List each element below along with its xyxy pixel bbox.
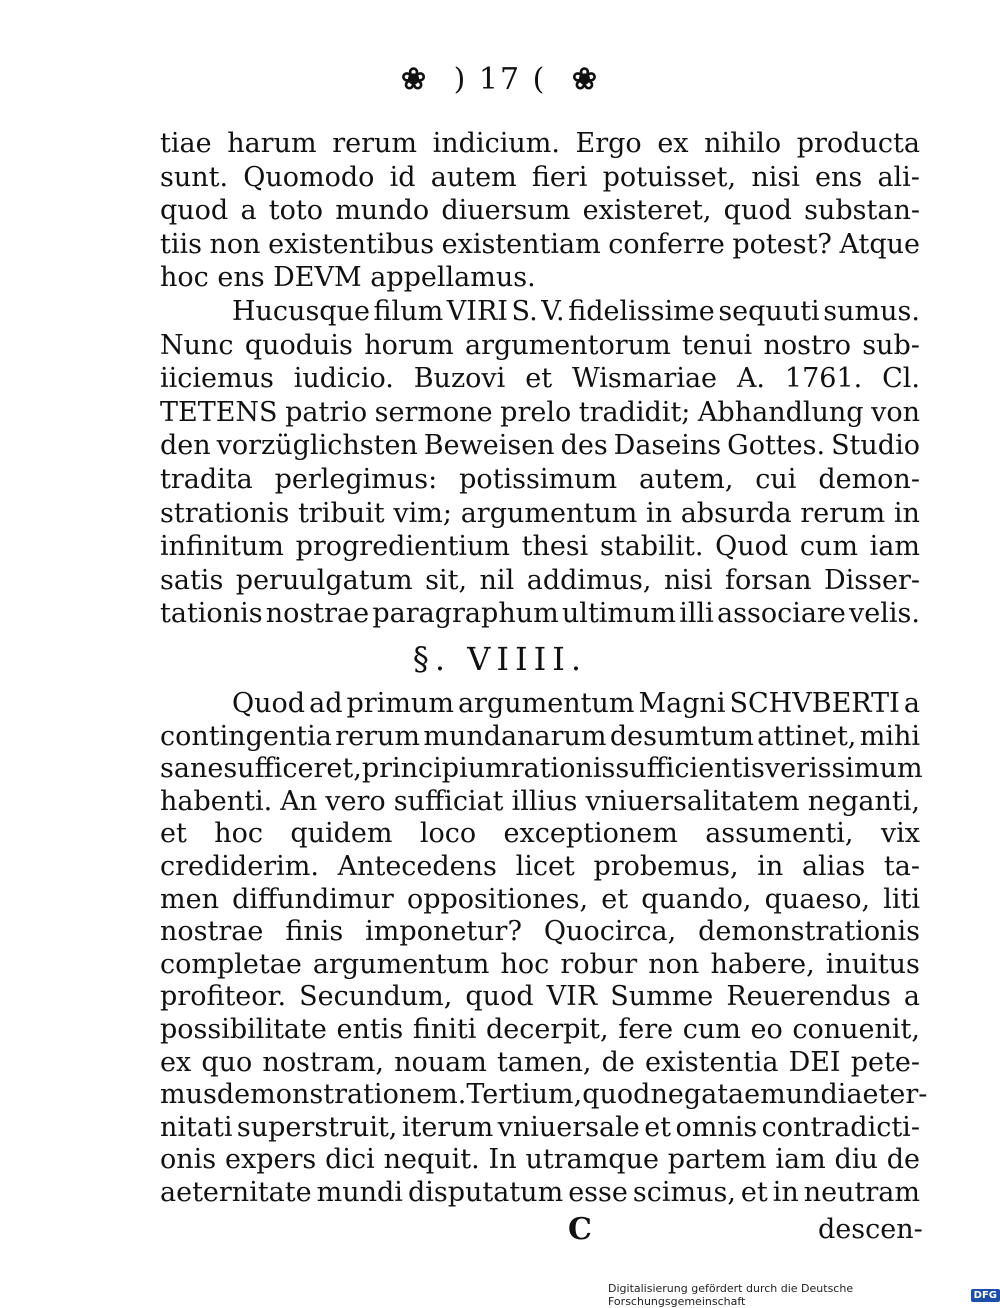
text-line [160, 916, 920, 948]
word: tribuit [298, 497, 385, 529]
word: Quomodo [243, 161, 375, 193]
text-line [160, 949, 920, 981]
word: satis [160, 564, 224, 596]
word: patrio [285, 396, 368, 428]
word: attinet, [757, 720, 857, 752]
word: addimus, [526, 564, 652, 596]
word: profiteor. [160, 981, 287, 1013]
word: vero [325, 785, 386, 817]
word: argumentorum [465, 329, 671, 361]
word: quod [465, 981, 534, 1013]
catchword: descen- [818, 1214, 923, 1245]
word: mundo [335, 195, 430, 227]
word: Disser- [823, 564, 920, 596]
word: prelo [500, 396, 572, 428]
word: iam [775, 1144, 826, 1176]
word: iam [869, 531, 920, 563]
word: in [645, 497, 672, 529]
word: de [601, 1046, 635, 1078]
text-line [160, 786, 920, 818]
word: diu [834, 1144, 878, 1176]
word: demonstrationis [698, 916, 920, 948]
text-line [160, 128, 920, 160]
word: cum [682, 1014, 741, 1045]
text-line [160, 1177, 920, 1209]
word: iudicio. [293, 363, 394, 395]
word: conferre [608, 228, 725, 260]
word: mundanarum [423, 720, 607, 752]
word: VIR [546, 981, 598, 1013]
running-head [0, 62, 1000, 97]
word: et [525, 363, 553, 395]
word: Cl. [882, 363, 920, 395]
word: in [772, 1177, 799, 1208]
word: assumenti, [705, 818, 854, 850]
word: diuersum [441, 195, 571, 227]
word: tationis [160, 598, 263, 630]
text-line [160, 430, 920, 462]
text-line [160, 818, 920, 850]
word: quod [723, 195, 792, 227]
word: forsan [724, 564, 812, 596]
word: finiti [412, 1014, 477, 1045]
word: non [648, 948, 700, 980]
word: argumentum [460, 497, 638, 529]
word: aeternitate [160, 1177, 312, 1208]
text-line [232, 688, 920, 720]
word: mus [160, 1079, 217, 1111]
word: horum [364, 329, 454, 361]
word: existentia [644, 1046, 779, 1078]
word: quando, [641, 883, 752, 915]
word: potissimum [459, 464, 618, 495]
word: crediderim. [160, 851, 319, 882]
word: conuenit, [792, 1014, 920, 1045]
word: 1761. [784, 363, 863, 395]
word: disputatum [407, 1177, 564, 1208]
text-line [160, 498, 920, 530]
word: Abhandlung [697, 396, 864, 428]
word: V. [541, 296, 565, 327]
word: paragraphum [372, 598, 559, 630]
word: rerum [800, 497, 886, 529]
word: nequit. [383, 1144, 480, 1176]
word: imponetur? [365, 916, 522, 948]
word: In [488, 1144, 517, 1176]
word: toto [268, 195, 323, 227]
text-line [160, 397, 920, 429]
word: nitati [160, 1111, 233, 1143]
word: harum [227, 128, 317, 159]
word: vim; [393, 497, 452, 529]
word: quoduis [244, 329, 353, 361]
word: possibilitate [160, 1014, 327, 1045]
word: nihilo [704, 128, 782, 159]
word: fieri [531, 161, 588, 193]
word: ali- [877, 161, 920, 193]
word: existentibus [268, 228, 435, 260]
word: sermone [374, 396, 493, 428]
word: licet [515, 851, 575, 882]
digitization-footer [608, 1282, 1000, 1308]
word: quo [201, 1046, 253, 1078]
word: autem [430, 161, 517, 193]
word: omnis [675, 1111, 758, 1143]
word: de [886, 1144, 920, 1176]
word: esse [568, 1177, 628, 1208]
text-line [160, 981, 920, 1013]
word: eo [750, 1014, 783, 1045]
word: rerum [335, 720, 421, 752]
word: TETENS [160, 396, 278, 428]
text-line [160, 565, 920, 597]
word: thesi [521, 531, 589, 563]
word: rationis [510, 753, 616, 785]
word: iterum [401, 1111, 494, 1143]
word: dici [325, 1144, 375, 1176]
word: indicium. [432, 128, 560, 159]
word: Buzovi [413, 363, 506, 395]
word: utramque [525, 1144, 659, 1176]
word: VIRI [446, 296, 508, 327]
word: ad [309, 688, 343, 719]
section-heading: §. VIIII. [412, 640, 588, 678]
word: sumus. [823, 296, 920, 327]
word: rerum [332, 128, 417, 159]
word: sub- [862, 329, 920, 361]
text-line [160, 753, 923, 785]
word: nostrae [160, 916, 264, 948]
word: ex [657, 128, 689, 159]
text-line [160, 229, 920, 261]
text-line [160, 721, 920, 753]
word: progredientium [295, 531, 510, 563]
word: Gottes. [727, 430, 826, 462]
word: sufficeret, [223, 753, 362, 785]
word: hoc [500, 948, 550, 980]
word: illi [679, 598, 714, 630]
word: a [240, 195, 257, 227]
word: ex [160, 1046, 192, 1078]
word: desumtum [609, 720, 754, 752]
word: pete- [850, 1046, 920, 1078]
word: nisi [663, 564, 713, 596]
word: contingentia [160, 720, 332, 752]
word: potuisset, [602, 161, 737, 193]
word: illius [511, 785, 578, 817]
word: nostram, [262, 1046, 384, 1078]
word: nil [479, 564, 515, 596]
text-line [160, 1144, 920, 1176]
text-line [160, 1079, 928, 1111]
text-line [160, 330, 920, 362]
word: SCHVBERTI [729, 688, 900, 719]
word: des [560, 430, 608, 462]
word: partem [667, 1144, 767, 1176]
word: neganti, [807, 785, 920, 817]
text-line [160, 1014, 920, 1046]
word: habenti. [160, 785, 273, 817]
word: tamen, [496, 1046, 592, 1078]
word: finis [285, 916, 344, 948]
word: absurda [680, 497, 792, 529]
text-line [160, 884, 920, 916]
word: men [160, 883, 219, 915]
word: onis [160, 1144, 217, 1176]
word: DEI [788, 1046, 841, 1078]
word: Quod [715, 531, 789, 563]
word: a [903, 981, 920, 1013]
word: potest? [732, 228, 832, 260]
word: infinitum [160, 531, 284, 563]
text-line [160, 598, 920, 630]
word: expers [224, 1144, 317, 1176]
word: quaeso, [764, 883, 871, 915]
word: primum [346, 688, 454, 719]
word: quidem [290, 818, 393, 850]
word: tradidit; [578, 396, 691, 428]
word: Quocirca, [543, 916, 677, 948]
word: mundi [760, 1079, 847, 1111]
word: Summe [610, 981, 714, 1013]
word: robur [560, 948, 638, 980]
word: habere, [710, 948, 815, 980]
word: loco [419, 818, 477, 850]
word: tiae [160, 128, 212, 159]
word: stabilit. [599, 531, 704, 563]
text-line [160, 1112, 920, 1144]
text-line [160, 162, 920, 194]
word: cui [755, 464, 797, 495]
word: quod [160, 195, 229, 227]
word: probemus, [593, 851, 739, 882]
word: Nunc [160, 329, 234, 361]
word: quod [582, 1079, 651, 1111]
word: negatae [650, 1079, 761, 1111]
page-number: ) 17 ( [453, 62, 547, 97]
word: sequuti [718, 296, 820, 327]
word: liti [883, 883, 920, 915]
word: Beweisen [423, 430, 555, 462]
word: substan- [804, 195, 920, 227]
word: a [903, 688, 920, 719]
word: sit, [425, 564, 468, 596]
word: An [280, 785, 318, 817]
word: ens [815, 161, 863, 193]
word: neutram [803, 1177, 920, 1208]
word: demonstrationem. [216, 1079, 467, 1111]
word: exceptionem [503, 818, 678, 850]
text-line [160, 1047, 920, 1079]
text-line [160, 464, 920, 496]
word: fidelissime [568, 296, 715, 327]
dfg-logo: DFG [971, 1289, 1000, 1302]
word: tradita [160, 464, 253, 495]
word: Studio [831, 430, 920, 462]
word: oppositiones, [406, 883, 589, 915]
word: superstruit, [236, 1111, 398, 1143]
word: cum [799, 531, 858, 563]
left-ornament-icon: ❀ [400, 62, 429, 97]
word: Quod [232, 688, 306, 719]
word: filum [373, 296, 444, 327]
footer-text: Digitalisierung gefördert durch die Deutsche Forschungsgemeinschaft [608, 1282, 854, 1308]
word: in [893, 497, 920, 529]
word: scimus, [632, 1177, 736, 1208]
word: nouam [394, 1046, 487, 1078]
word: associare [717, 598, 846, 630]
word: Reuerendus [726, 981, 891, 1013]
word: nostrae [265, 598, 370, 630]
word: tenui [681, 329, 753, 361]
word: existentiam [441, 228, 601, 260]
word: Wismariae [571, 363, 718, 395]
right-ornament-icon: ❀ [571, 62, 600, 97]
word: contradicti- [761, 1111, 920, 1143]
word: ultimum [561, 598, 677, 630]
word: peruulgatum [235, 564, 413, 596]
text-line [160, 363, 920, 395]
word: nisi [751, 161, 800, 193]
word: Ergo [575, 128, 642, 159]
word: verissimum [764, 753, 923, 785]
word: aeter- [846, 1079, 928, 1111]
word: hoc [214, 818, 263, 850]
word: Hucusque [232, 296, 370, 327]
word: sufficientis [615, 753, 765, 785]
word: entis [336, 1014, 404, 1045]
word: ta- [883, 851, 920, 882]
text-line [232, 296, 920, 328]
word: vniuersale [497, 1111, 640, 1143]
word: fere [618, 1014, 674, 1045]
word: Secundum, [299, 981, 453, 1013]
word: A. [736, 363, 766, 395]
word: non [209, 228, 261, 260]
word: alias [801, 851, 866, 882]
text-line: hoc ens DEVM appellamus. [160, 262, 536, 294]
word: mihi [859, 720, 920, 752]
word: perlegimus: [274, 464, 438, 495]
word: et [601, 883, 629, 915]
word: sunt. [160, 161, 229, 193]
word: von [871, 396, 920, 428]
word: et [644, 1111, 672, 1143]
word: velis. [849, 598, 920, 630]
word: nostro [763, 329, 851, 361]
word: demon- [818, 464, 920, 495]
word: in [757, 851, 784, 882]
word: inuitus [825, 948, 920, 980]
word: principium [361, 753, 511, 785]
word: decerpit, [485, 1014, 609, 1045]
word: autem, [638, 464, 734, 495]
word: et [740, 1177, 768, 1208]
word: existeret, [582, 195, 712, 227]
word: mundi [316, 1177, 403, 1208]
word: Atque [839, 228, 920, 260]
text-line [160, 195, 920, 227]
word: sane [160, 753, 224, 785]
word: producta [796, 128, 920, 159]
word: argumentum [312, 948, 490, 980]
text-line [160, 851, 920, 883]
word: strationis [160, 497, 290, 529]
word: den [160, 430, 211, 462]
word: completae [160, 948, 302, 980]
word: Tertium, [466, 1079, 583, 1111]
word: id [389, 161, 416, 193]
signature-mark: C [568, 1212, 592, 1247]
word: iiciemus [160, 363, 274, 395]
word: tiis [160, 228, 202, 260]
word: argumentum [457, 688, 635, 719]
word: Antecedens [337, 851, 497, 882]
word: diffundimur [232, 883, 394, 915]
word: sufficiat [393, 785, 504, 817]
word: vix [880, 818, 920, 850]
word: vorzüglichsten [216, 430, 418, 462]
word: S. [511, 296, 538, 327]
word: vniuersalitatem [585, 785, 800, 817]
word: Daseins [613, 430, 722, 462]
word: et [160, 818, 187, 850]
word: Magni [638, 688, 726, 719]
text-line [160, 531, 920, 563]
